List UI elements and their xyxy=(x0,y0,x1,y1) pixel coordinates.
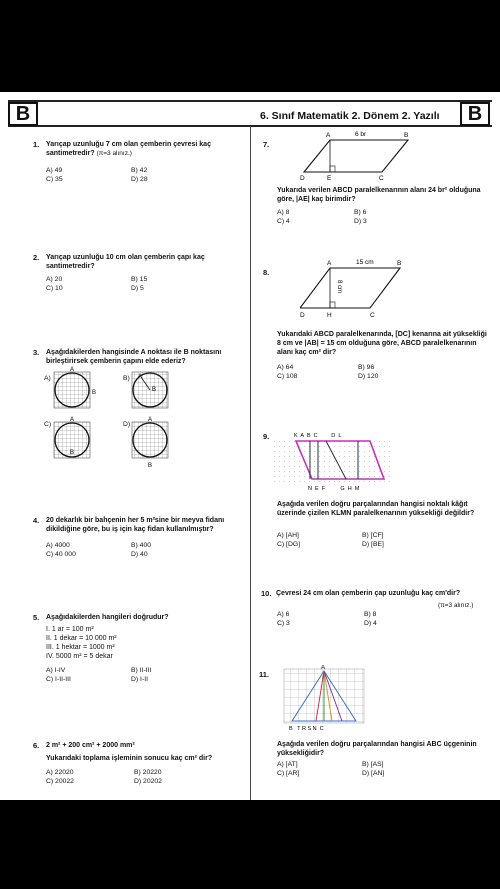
exam-page xyxy=(0,92,500,800)
q1-option-d[interactable]: D) 28 xyxy=(131,176,148,183)
q8-label-c: C xyxy=(370,312,375,319)
q4-option-d[interactable]: D) 40 xyxy=(131,551,148,558)
exam-title: 6. Sınıf Matematik 2. Dönem 2. Yazılı xyxy=(260,110,440,122)
q10-note: (π=3 alınız.) xyxy=(438,602,474,609)
q3-figure-a xyxy=(54,367,96,408)
q6-option-d[interactable]: D) 20202 xyxy=(134,778,162,785)
q10-option-a[interactable]: A) 6 xyxy=(277,611,290,618)
q1-question xyxy=(46,140,246,158)
q2-question xyxy=(46,253,236,271)
q3-option-a[interactable]: A) xyxy=(44,375,51,382)
q1-number: 1. xyxy=(33,140,40,149)
q10-text: Çevresi 24 cm olan çemberin çap uzunluğu kaç cm'dir? xyxy=(276,590,461,597)
q3a-point-a: A xyxy=(70,367,75,373)
q3b-point-a: A xyxy=(138,374,143,380)
q7-label-c: C xyxy=(379,175,384,182)
q11-triangle-figure xyxy=(282,665,372,733)
q11-text: Aşağıda verilen doğru parçalarından hangisi ABC üçgeninin yüksekliğidir? xyxy=(277,741,477,757)
exam-type-badge-right: B xyxy=(460,102,490,126)
q7-option-b[interactable]: B) 6 xyxy=(354,209,367,216)
q8-number: 8. xyxy=(263,268,270,277)
q8-option-d[interactable]: D) 120 xyxy=(358,373,379,380)
q5-text: Aşağıdakilerden hangileri doğrudur? xyxy=(46,614,169,621)
q8-parallelogram-figure xyxy=(300,256,425,322)
q5-statement-4: IV. 5000 m² = 5 dekar xyxy=(46,653,113,660)
q3-number: 3. xyxy=(33,348,40,357)
q5-number: 5. xyxy=(33,613,40,622)
q3-option-d[interactable]: D) xyxy=(123,421,131,428)
q9-bottom-labels: N E F G H M xyxy=(308,486,360,492)
q11-number: 11. xyxy=(259,670,270,679)
q4-number: 4. xyxy=(33,516,40,525)
q3-option-b[interactable]: B) xyxy=(123,375,130,382)
q10-option-d[interactable]: D) 4 xyxy=(364,620,377,627)
q3-text: Aşağıdakilerden hangisinde A noktası ile B noktasını birleştirirsek çemberin çapını elde ederiz? xyxy=(46,349,222,365)
q7-label-d: D xyxy=(300,175,305,182)
q8-text: Yukarıdaki ABCD paralelkenarında, [DC] kenarına ait yüksekliği 8 cm ve |AB| = 15 cm olduğuna göre, ABCD paralelkenarının alanı kaç cm² dir? xyxy=(277,331,487,356)
q7-label-e: E xyxy=(327,175,332,182)
q9-top-labels: K A B C D L xyxy=(294,433,342,439)
q2-option-c[interactable]: C) 10 xyxy=(46,285,63,292)
q5-statement-2: II. 1 dekar = 10 000 m² xyxy=(46,635,117,642)
q6-question xyxy=(46,754,246,763)
q3a-point-b: B xyxy=(92,390,97,396)
q11-option-b[interactable]: B) [AS] xyxy=(362,761,384,768)
q7-parallelogram-figure xyxy=(290,130,420,182)
q2-text: Yarıçap uzunluğu 10 cm olan çemberin çapı kaç santimetredir? xyxy=(46,254,205,270)
q2-option-b[interactable]: B) 15 xyxy=(131,276,148,283)
q6-option-b[interactable]: B) 20220 xyxy=(134,769,162,776)
q4-option-c[interactable]: C) 40 000 xyxy=(46,551,76,558)
q9-text: Aşağıda verilen doğru parçalarından hangisi noktalı kâğıt üzerinde çizilen KLMN paralelkenarının yüksekliği değildir? xyxy=(277,501,475,517)
q8-label-h: H xyxy=(327,312,332,319)
column-divider xyxy=(250,126,251,800)
q2-option-a[interactable]: A) 20 xyxy=(46,276,63,283)
q5-statement-1: I. 1 ar = 100 m² xyxy=(46,626,94,633)
q5-option-d[interactable]: D) I-II xyxy=(131,676,148,683)
q8-label-height: 8 cm xyxy=(336,280,342,294)
q3-option-c[interactable]: C) xyxy=(44,421,52,428)
q1-text: Yarıçap uzunluğu 7 cm olan çemberin çevresi kaç santimetredir? xyxy=(46,141,211,157)
q9-option-d[interactable]: D) [BE] xyxy=(362,541,384,548)
q11-question xyxy=(277,740,491,758)
q5-question xyxy=(46,613,246,622)
q3c-point-a: A xyxy=(70,417,75,423)
q10-option-b[interactable]: B) 8 xyxy=(364,611,377,618)
q7-option-d[interactable]: D) 3 xyxy=(354,218,367,225)
q6-option-c[interactable]: C) 20022 xyxy=(46,778,74,785)
q5-option-c[interactable]: C) I-II-III xyxy=(46,676,71,683)
q4-option-a[interactable]: A) 4000 xyxy=(46,542,70,549)
q8-question xyxy=(277,330,489,357)
q3d-point-a: A xyxy=(148,417,153,423)
q2-number: 2. xyxy=(33,253,40,262)
q6-number: 6. xyxy=(33,741,40,750)
q1-option-a[interactable]: A) 49 xyxy=(46,167,63,174)
q3d-point-b: B xyxy=(148,463,153,469)
q2-option-d[interactable]: D) 5 xyxy=(131,285,144,292)
q7-option-c[interactable]: C) 4 xyxy=(277,218,290,225)
q4-question xyxy=(46,516,250,534)
q8-option-a[interactable]: A) 64 xyxy=(277,364,294,371)
q7-option-a[interactable]: A) 8 xyxy=(277,209,290,216)
q11-bottom-labels: B T R S N C xyxy=(289,726,324,732)
q3-circle-figures xyxy=(50,366,170,470)
q7-number: 7. xyxy=(263,140,270,149)
q9-number: 9. xyxy=(263,432,270,441)
q8-option-c[interactable]: C) 108 xyxy=(277,373,298,380)
q1-note: (π=3 alınız.) xyxy=(96,150,132,157)
q8-label-top: 15 cm xyxy=(356,259,374,266)
q8-label-b: B xyxy=(397,260,402,267)
q11-option-a[interactable]: A) [AT] xyxy=(277,761,298,768)
q9-question xyxy=(277,500,491,518)
q7-text: Yukarıda verilen ABCD paralelkenarının alanı 24 br² olduğuna göre, |AE| kaç birimdir? xyxy=(277,187,481,203)
q3-question xyxy=(46,348,246,366)
q7-label-top: 6 br xyxy=(355,131,367,138)
q10-option-c[interactable]: C) 3 xyxy=(277,620,290,627)
q7-label-a: A xyxy=(326,132,331,139)
q11-label-a: A xyxy=(321,665,326,671)
q3-figure-c xyxy=(54,417,90,458)
q6-expr: 2 m² + 200 cm² + 2000 mm² xyxy=(46,742,135,749)
q1-option-b[interactable]: B) 42 xyxy=(131,167,148,174)
q9-option-b[interactable]: B) [CF] xyxy=(362,532,384,539)
q5-option-b[interactable]: B) II-III xyxy=(131,667,152,674)
q7-label-b: B xyxy=(404,132,409,139)
q3-figure-d xyxy=(132,417,168,469)
q8-option-b[interactable]: B) 96 xyxy=(358,364,375,371)
q3b-point-b: B xyxy=(152,387,157,393)
q3c-point-b: B xyxy=(70,450,75,456)
q9-option-c[interactable]: C) [DG] xyxy=(277,541,301,548)
q6-expression xyxy=(46,741,135,750)
q6-option-a[interactable]: A) 22020 xyxy=(46,769,74,776)
q4-option-b[interactable]: B) 400 xyxy=(131,542,152,549)
q5-option-a[interactable]: A) I-IV xyxy=(46,667,66,674)
q11-option-d[interactable]: D) [AN] xyxy=(362,770,385,777)
q5-statement-3: III. 1 hektar = 1000 m² xyxy=(46,644,115,651)
q9-dotted-paper-figure xyxy=(272,429,402,495)
q6-text: Yukarıdaki toplama işleminin sonucu kaç cm² dir? xyxy=(46,755,213,762)
q9-option-a[interactable]: A) [AH] xyxy=(277,532,299,539)
q11-option-c[interactable]: C) [AR] xyxy=(277,770,300,777)
q7-question xyxy=(277,186,487,204)
exam-type-badge-left: B xyxy=(8,102,38,126)
q3-figure-b xyxy=(132,372,168,408)
q8-label-a: A xyxy=(327,260,332,267)
q8-label-d: D xyxy=(300,312,305,319)
q10-question xyxy=(276,589,496,598)
q5-statements xyxy=(46,625,117,661)
header-top-rule xyxy=(8,100,492,102)
q4-text: 20 dekarlık bir bahçenin her 5 m²sine bir meyva fidanı dikildiğine göre, bu iş için kaç fidan kullanılmıştır? xyxy=(46,517,225,533)
q10-number: 10. xyxy=(261,589,272,598)
q1-option-c[interactable]: C) 35 xyxy=(46,176,63,183)
